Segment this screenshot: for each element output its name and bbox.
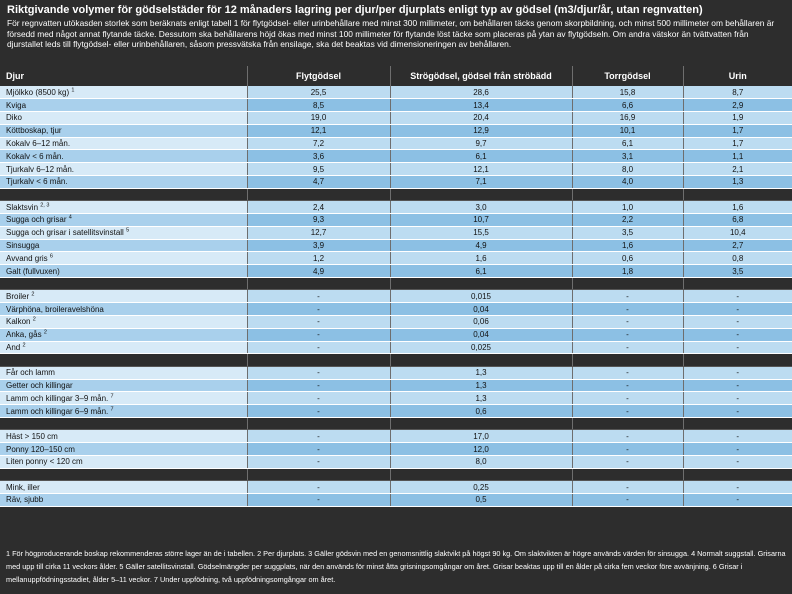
table-row [0, 201, 792, 214]
separator-cell [390, 278, 572, 290]
animal-name: Får och lamm [6, 368, 55, 378]
animal-name: Sugga och grisar [6, 215, 67, 225]
value-cell-torrgodsel: 16,9 [572, 112, 683, 125]
value-cell-strogodsel: 17,0 [390, 430, 572, 443]
value-cell-flytgodsel: 3,9 [247, 239, 390, 252]
animal-name-cell [0, 239, 247, 252]
value-cell-urin: 3,5 [683, 265, 792, 278]
value-cell-strogodsel: 28,6 [390, 86, 572, 99]
animal-name: Getter och killingar [6, 381, 73, 390]
value-cell-strogodsel: 12,9 [390, 124, 572, 137]
animal-name: Liten ponny < 120 cm [6, 457, 83, 467]
separator-cell [683, 354, 792, 366]
value-cell-strogodsel: 13,4 [390, 99, 572, 112]
value-cell-torrgodsel: 6,6 [572, 99, 683, 112]
header [0, 0, 792, 66]
value-cell-flytgodsel: 2,4 [247, 201, 390, 214]
value-cell-strogodsel: 0,5 [390, 493, 572, 506]
animal-name: Diko [6, 113, 23, 123]
value-cell-flytgodsel: - [247, 328, 390, 341]
animal-name-cell [0, 290, 247, 303]
separator-cell [0, 278, 247, 290]
separator-cell [572, 278, 683, 290]
animal-name: Mink, iller [6, 482, 40, 492]
column-header-urin: Urin [683, 66, 792, 86]
separator-cell [683, 468, 792, 480]
animal-name: Sugga och grisar i satellitsvinstall [6, 228, 124, 238]
animal-name-cell [0, 176, 247, 189]
value-cell-urin: - [683, 493, 792, 506]
animal-name-cell [0, 226, 247, 239]
value-cell-torrgodsel: - [572, 430, 683, 443]
animal-name: Sinsugga [6, 241, 40, 251]
value-cell-torrgodsel: 4,0 [572, 176, 683, 189]
table-row [0, 176, 792, 189]
value-cell-flytgodsel: 9,5 [247, 163, 390, 176]
value-cell-strogodsel: 1,3 [390, 379, 572, 392]
animal-name-cell [0, 481, 247, 494]
table-row [0, 392, 792, 405]
value-cell-urin: - [683, 443, 792, 456]
table-row [0, 303, 792, 316]
value-cell-flytgodsel: - [247, 341, 390, 354]
value-cell-flytgodsel: 1,2 [247, 252, 390, 265]
value-cell-strogodsel: 1,3 [390, 392, 572, 405]
animal-name-cell [0, 99, 247, 112]
animal-name: Lamm och killingar 3–9 mån. [6, 393, 109, 403]
value-cell-flytgodsel: - [247, 290, 390, 303]
value-cell-flytgodsel: 9,3 [247, 214, 390, 227]
table-row [0, 226, 792, 239]
animal-name: Kokalv < 6 mån. [6, 151, 64, 161]
value-cell-torrgodsel: 1,6 [572, 239, 683, 252]
value-cell-torrgodsel: 8,0 [572, 163, 683, 176]
value-cell-flytgodsel: - [247, 366, 390, 379]
animal-name: Kokalv 6–12 mån. [6, 139, 71, 149]
table-row [0, 290, 792, 303]
animal-name: Häst > 150 cm [6, 431, 58, 441]
column-header-strogodsel: Strögödsel, gödsel från ströbädd [390, 66, 572, 86]
value-cell-urin: - [683, 379, 792, 392]
page-title: Riktgivande volymer för gödselstäder för 12 månaders lagring per djur/per djurplats enligt typ av gödsel (m3/djur/år, utan regnvatten) [7, 4, 703, 16]
volume-table [0, 66, 792, 507]
separator-cell [572, 188, 683, 200]
table-row [0, 214, 792, 227]
value-cell-torrgodsel: 1,8 [572, 265, 683, 278]
animal-name: Ponny 120–150 cm [6, 444, 75, 454]
value-cell-urin: 10,4 [683, 226, 792, 239]
table-header-row [0, 66, 792, 86]
table-row [0, 150, 792, 163]
value-cell-urin: 1,1 [683, 150, 792, 163]
footnote-ref: 2 [32, 316, 36, 323]
group-separator [0, 188, 792, 200]
animal-name: Värphöna, broileravelshöna [6, 304, 104, 314]
table-row [0, 163, 792, 176]
separator-cell [0, 468, 247, 480]
column-header-djur: Djur [0, 66, 247, 86]
group-separator [0, 278, 792, 290]
animal-name-cell [0, 430, 247, 443]
value-cell-strogodsel: 6,1 [390, 265, 572, 278]
animal-name: Räv, sjubb [6, 495, 44, 505]
value-cell-flytgodsel: 4,7 [247, 176, 390, 189]
separator-cell [0, 418, 247, 430]
value-cell-torrgodsel: 3,1 [572, 150, 683, 163]
animal-name-cell [0, 303, 247, 316]
animal-name-cell [0, 328, 247, 341]
value-cell-urin: 2,7 [683, 239, 792, 252]
separator-cell [247, 354, 390, 366]
separator-cell [0, 188, 247, 200]
animal-name-cell [0, 379, 247, 392]
footnote-ref: 2 [43, 329, 47, 336]
value-cell-strogodsel: 7,1 [390, 176, 572, 189]
animal-name: And [6, 343, 21, 353]
table-row [0, 341, 792, 354]
value-cell-strogodsel: 10,7 [390, 214, 572, 227]
animal-name: Mjölkko (8500 kg) [6, 87, 70, 97]
separator-cell [390, 354, 572, 366]
value-cell-urin: - [683, 455, 792, 468]
value-cell-urin: - [683, 405, 792, 418]
footnote-ref: 5 [126, 227, 130, 234]
value-cell-torrgodsel: - [572, 481, 683, 494]
column-header-flytgodsel: Flytgödsel [247, 66, 390, 86]
separator-cell [247, 418, 390, 430]
value-cell-torrgodsel: 0,6 [572, 252, 683, 265]
value-cell-strogodsel: 15,5 [390, 226, 572, 239]
animal-name-cell [0, 150, 247, 163]
table-row [0, 405, 792, 418]
value-cell-flytgodsel: - [247, 481, 390, 494]
value-cell-torrgodsel: 10,1 [572, 124, 683, 137]
value-cell-torrgodsel: - [572, 366, 683, 379]
value-cell-torrgodsel: - [572, 392, 683, 405]
value-cell-urin: - [683, 430, 792, 443]
value-cell-strogodsel: 0,04 [390, 303, 572, 316]
animal-name-cell [0, 214, 247, 227]
value-cell-flytgodsel: 7,2 [247, 137, 390, 150]
group-separator [0, 354, 792, 366]
table-row [0, 328, 792, 341]
value-cell-flytgodsel: - [247, 379, 390, 392]
table-row [0, 443, 792, 456]
separator-cell [0, 354, 247, 366]
animal-name-cell [0, 455, 247, 468]
animal-name: Kalkon [6, 317, 31, 327]
table-row [0, 481, 792, 494]
value-cell-urin: 0,8 [683, 252, 792, 265]
value-cell-flytgodsel: 8,5 [247, 99, 390, 112]
animal-name: Lamm och killingar 6–9 mån. [6, 406, 109, 416]
volume-table-wrapper [0, 66, 792, 507]
footnote-ref: 4 [68, 214, 72, 221]
value-cell-urin: - [683, 316, 792, 329]
value-cell-strogodsel: 4,9 [390, 239, 572, 252]
animal-name: Broiler [6, 291, 30, 301]
animal-name: Avvand gris [6, 253, 48, 263]
separator-cell [390, 418, 572, 430]
value-cell-flytgodsel: 12,1 [247, 124, 390, 137]
value-cell-urin: 1,3 [683, 176, 792, 189]
value-cell-torrgodsel: 3,5 [572, 226, 683, 239]
table-row [0, 137, 792, 150]
table-row [0, 239, 792, 252]
footnote-ref: 7 [110, 405, 114, 412]
value-cell-torrgodsel: - [572, 379, 683, 392]
separator-cell [390, 468, 572, 480]
footnote-ref: 2 [22, 342, 26, 349]
value-cell-flytgodsel: - [247, 392, 390, 405]
animal-name: Köttboskap, tjur [6, 126, 62, 136]
value-cell-urin: 1,7 [683, 124, 792, 137]
value-cell-strogodsel: 9,7 [390, 137, 572, 150]
value-cell-strogodsel: 0,015 [390, 290, 572, 303]
value-cell-torrgodsel: - [572, 443, 683, 456]
separator-cell [247, 278, 390, 290]
value-cell-urin: 6,8 [683, 214, 792, 227]
table-row [0, 265, 792, 278]
value-cell-torrgodsel: - [572, 303, 683, 316]
animal-name-cell [0, 252, 247, 265]
header-description: För regnvatten utökasden storlek som beräknats enligt tabell 1 för flytgödsel- eller urinbehållare med minst 300 millimeter, om behållaren täcks genom skorpbildning, och minst 500 millimeter om behållaren är försedd med något annat flytande täcke. Dessutom ska behållarens höjd ökas med minst 100 millimeter för flytande löst täcke som placeras på ytan av flytgödseln. Om andra vätskor än tvättvatten från djurstallet leds till flytgödsel- eller urinbehållaren, såsom pressvätska från ensilage, ska det beaktas vid dimensioneringen av behållaren. [7, 18, 775, 50]
animal-name-cell [0, 341, 247, 354]
value-cell-urin: - [683, 392, 792, 405]
value-cell-strogodsel: 0,06 [390, 316, 572, 329]
animal-name-cell [0, 443, 247, 456]
footnote-ref: 6 [49, 253, 53, 260]
value-cell-torrgodsel: - [572, 341, 683, 354]
value-cell-flytgodsel: - [247, 405, 390, 418]
value-cell-strogodsel: 1,3 [390, 366, 572, 379]
value-cell-flytgodsel: 4,9 [247, 265, 390, 278]
value-cell-urin: - [683, 290, 792, 303]
animal-name-cell [0, 366, 247, 379]
value-cell-urin: 1,6 [683, 201, 792, 214]
animal-name: Anka, gås [6, 330, 42, 340]
animal-name-cell [0, 392, 247, 405]
footnote-ref: 2 [31, 291, 35, 298]
value-cell-urin: 1,9 [683, 112, 792, 125]
value-cell-torrgodsel: 1,0 [572, 201, 683, 214]
value-cell-flytgodsel: 25,5 [247, 86, 390, 99]
separator-cell [683, 278, 792, 290]
value-cell-torrgodsel: - [572, 493, 683, 506]
separator-cell [247, 188, 390, 200]
value-cell-urin: - [683, 481, 792, 494]
value-cell-strogodsel: 0,025 [390, 341, 572, 354]
footnote-ref: 7 [110, 393, 114, 400]
table-row [0, 112, 792, 125]
value-cell-torrgodsel: - [572, 328, 683, 341]
animal-name: Tjurkalv < 6 mån. [6, 177, 68, 187]
value-cell-urin: - [683, 303, 792, 316]
footnote-ref: 2, 3 [40, 202, 50, 208]
separator-cell [572, 354, 683, 366]
animal-name-cell [0, 86, 247, 99]
value-cell-strogodsel: 6,1 [390, 150, 572, 163]
value-cell-torrgodsel: - [572, 316, 683, 329]
value-cell-urin: - [683, 328, 792, 341]
value-cell-torrgodsel: - [572, 455, 683, 468]
animal-name-cell [0, 124, 247, 137]
value-cell-flytgodsel: - [247, 443, 390, 456]
animal-name-cell [0, 316, 247, 329]
footnote-ref: 1 [71, 86, 75, 93]
value-cell-urin: - [683, 341, 792, 354]
separator-cell [247, 468, 390, 480]
value-cell-flytgodsel: 3,6 [247, 150, 390, 163]
animal-name-cell [0, 201, 247, 214]
value-cell-urin: 2,9 [683, 99, 792, 112]
table-body [0, 86, 792, 506]
value-cell-urin: - [683, 366, 792, 379]
table-row [0, 430, 792, 443]
value-cell-urin: 1,7 [683, 137, 792, 150]
table-row [0, 252, 792, 265]
separator-cell [572, 468, 683, 480]
table-row [0, 455, 792, 468]
value-cell-strogodsel: 0,04 [390, 328, 572, 341]
animal-name-cell [0, 112, 247, 125]
table-row [0, 366, 792, 379]
value-cell-urin: 8,7 [683, 86, 792, 99]
value-cell-strogodsel: 3,0 [390, 201, 572, 214]
value-cell-torrgodsel: 15,8 [572, 86, 683, 99]
value-cell-torrgodsel: - [572, 405, 683, 418]
value-cell-strogodsel: 0,25 [390, 481, 572, 494]
value-cell-strogodsel: 8,0 [390, 455, 572, 468]
separator-cell [572, 418, 683, 430]
table-row [0, 99, 792, 112]
value-cell-flytgodsel: - [247, 430, 390, 443]
column-header-torrgodsel: Torrgödsel [572, 66, 683, 86]
table-row [0, 86, 792, 99]
value-cell-torrgodsel: - [572, 290, 683, 303]
animal-name-cell [0, 265, 247, 278]
table-row [0, 493, 792, 506]
animal-name: Galt (fullvuxen) [6, 266, 60, 276]
animal-name-cell [0, 493, 247, 506]
value-cell-strogodsel: 12,1 [390, 163, 572, 176]
separator-cell [683, 418, 792, 430]
value-cell-flytgodsel: 12,7 [247, 226, 390, 239]
value-cell-strogodsel: 20,4 [390, 112, 572, 125]
value-cell-flytgodsel: 19,0 [247, 112, 390, 125]
value-cell-flytgodsel: - [247, 303, 390, 316]
animal-name-cell [0, 137, 247, 150]
table-row [0, 124, 792, 137]
footnotes: 1 För högproducerande boskap rekommenderas större lager än de i tabellen. 2 Per djurplats. 3 Gäller gödsvin med en genomsnittlig slaktvikt på högst 90 kg. Om slaktvikten är högre används värden för sinsugga. 4 Normalt suggstall. Grisarna med upp till cirka 11 veckors ålder. 5 Gäller satellitsvinstall. Gödselmängder per suggplats, när den används för minst åtta grisningsomgångar om året. Grisar beaktas upp till en ålder på cirka fem veckor före avvänjning. 6 Grisar i mellanuppfödningsstadiet, ålder 5–11 veckor. 7 Under uppfödning, två uppfödningsomgångar om året. [6, 549, 786, 584]
animal-name-cell [0, 163, 247, 176]
table-row [0, 316, 792, 329]
animal-name: Tjurkalv 6–12 mån. [6, 164, 75, 174]
table-row [0, 379, 792, 392]
group-separator [0, 418, 792, 430]
animal-name: Kviga [6, 100, 27, 110]
value-cell-strogodsel: 12,0 [390, 443, 572, 456]
animal-name: Slaktsvin [6, 202, 39, 212]
value-cell-urin: 2,1 [683, 163, 792, 176]
separator-cell [683, 188, 792, 200]
value-cell-flytgodsel: - [247, 455, 390, 468]
separator-cell [390, 188, 572, 200]
value-cell-flytgodsel: - [247, 493, 390, 506]
value-cell-torrgodsel: 6,1 [572, 137, 683, 150]
group-separator [0, 468, 792, 480]
value-cell-strogodsel: 0,6 [390, 405, 572, 418]
value-cell-flytgodsel: - [247, 316, 390, 329]
animal-name-cell [0, 405, 247, 418]
value-cell-torrgodsel: 2,2 [572, 214, 683, 227]
value-cell-strogodsel: 1,6 [390, 252, 572, 265]
